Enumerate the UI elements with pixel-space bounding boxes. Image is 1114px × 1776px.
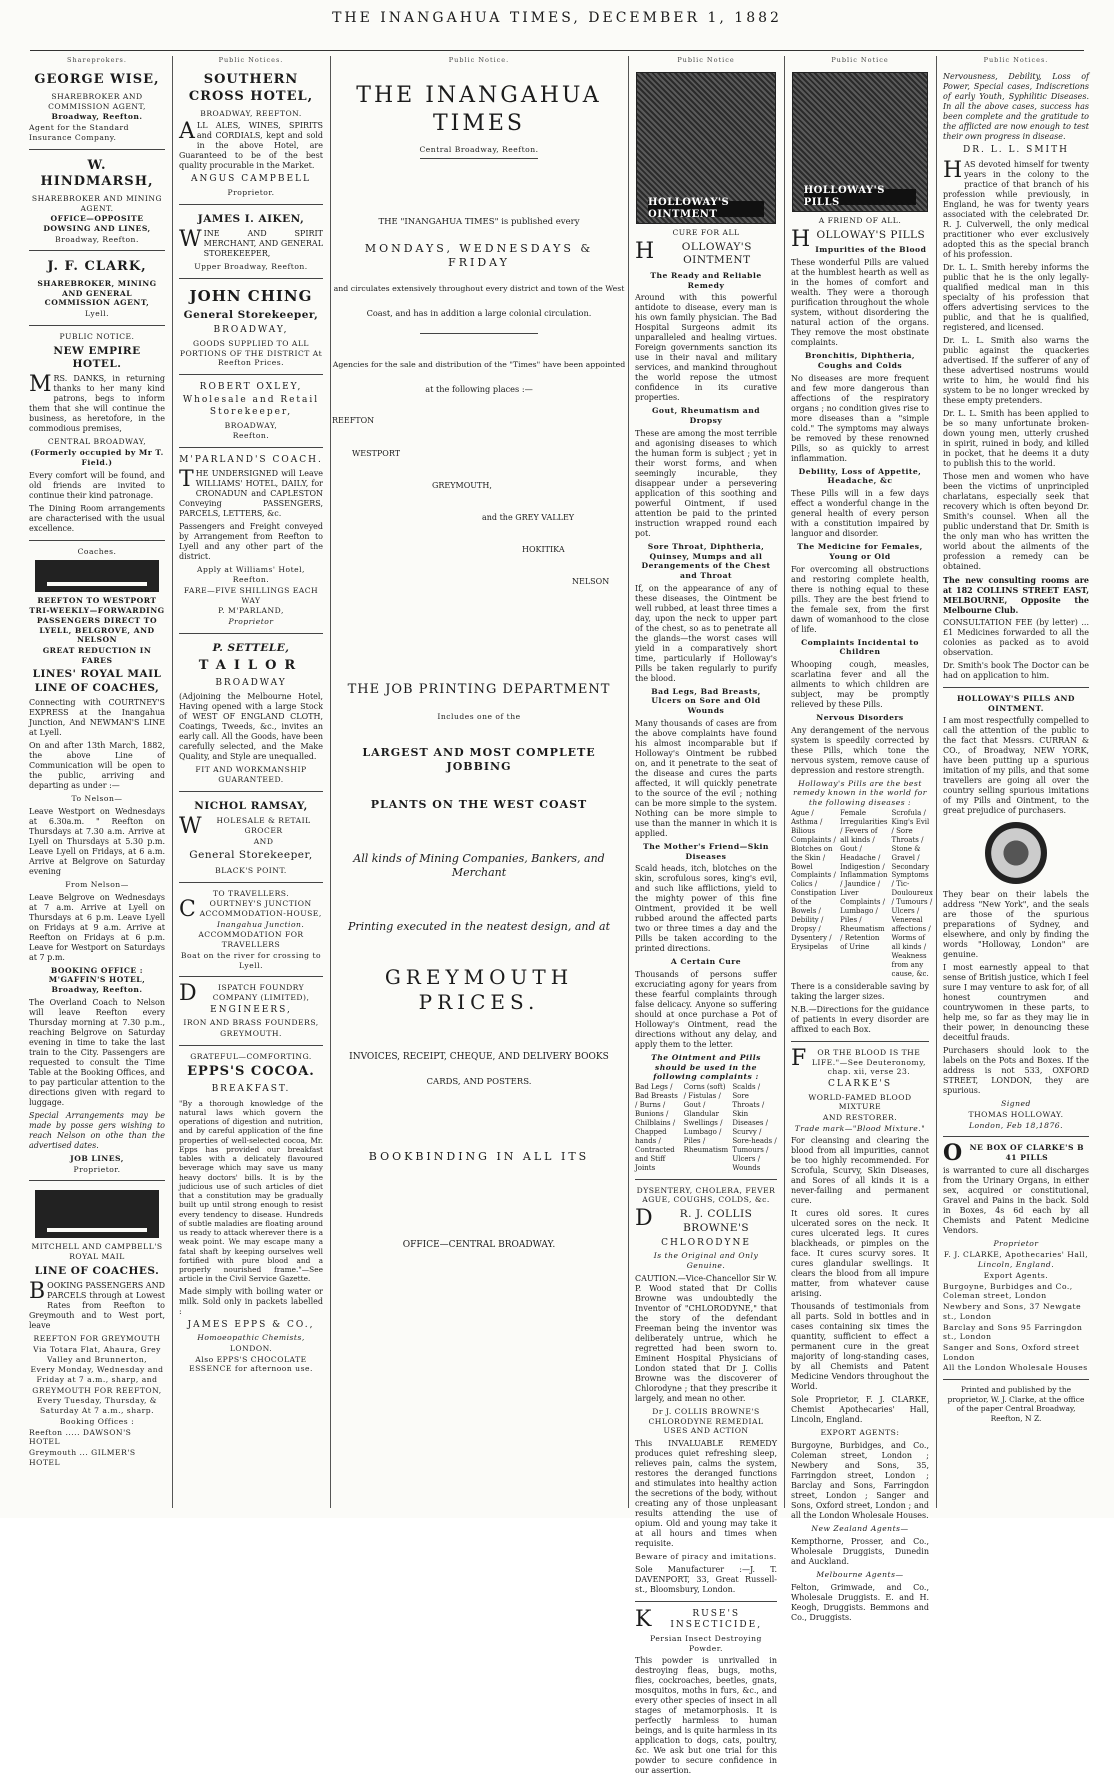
ad-text: Reefton ..... DAWSON'S HOTEL <box>29 1427 132 1447</box>
ad-title: P. SETTELE, <box>212 641 290 654</box>
job-printing-text: Includes one of the <box>437 712 521 722</box>
publication-days: MONDAYS, WEDNESDAYS & FRIDAY <box>364 242 594 270</box>
ad-address: BROADWAY <box>215 677 287 688</box>
ad-text: Special Arrangements may be made by posse gers wishing to reach Nelson on othe than the advertised dates. <box>29 1110 165 1150</box>
ad-text: BOOKING PASSENGERS AND PARCELS through at Lowest Rates from Reefton to Greymouth and to West port, leave <box>29 1279 165 1331</box>
ad-section: Sore Throat, Diphtheria, Quinsey, Mumps and all Derangements of the Chest and Throat <box>641 541 771 580</box>
ad-address: GREYMOUTH. <box>220 1028 282 1038</box>
ad-text: GREAT REDUCTION IN FARES <box>42 645 152 665</box>
ad-text: FARE—FIVE SHILLINGS EACH WAY <box>183 585 319 605</box>
ad-section: A Certain Cure <box>670 957 742 967</box>
ad-new-empire-hotel <box>29 325 165 534</box>
ad-clark <box>29 250 165 319</box>
ad-text: (Adjoining the Melbourne Hotel, Having opened with a large Stock of WEST OF ENGLAND CLOTH, Coatings, Tweeds, &c., invites an early call. All the Goods, have been carefully selected, and the Make Quality, and Style are unequalled. <box>179 692 323 762</box>
disease-list-column: Ague / Asthma / Bilious Complaints / Blotches on the Skin / Bowel Complaints / Colics / Constipation of the Bowels / Debility / Dropsy / Dysentery / Erysipelas <box>791 808 837 952</box>
ad-robert-oxley <box>179 374 323 441</box>
ad-text: REEFTON FOR GREYMOUTH <box>33 1334 161 1344</box>
ad-text: This powder is unrivalled in destroying fleas, bugs, moths, flies, cockroaches, beetles, gnats, mosquitos, moths in furs, &c., and every other species of insect in all stages of metamorphosis. It is perfectly harmless to human beings, and is quite harmless in its application to dogs, cats, poultry, &c. We ask but one trial for this powder to secure confidence in our assertion. <box>635 1656 777 1776</box>
export-agent: Sanger and Sons, Oxford street London <box>943 1343 1080 1362</box>
ad-text: Made simply with boiling water or milk. Sold only in packets labelled : <box>179 1286 323 1316</box>
ad-title: CHLORODYNE <box>661 1237 751 1248</box>
circulation-text: and circulates extensively throughout every district and town of the West <box>333 284 625 294</box>
column-heading: Public Notice. <box>448 56 510 64</box>
ad-holloways-pills <box>791 216 933 1035</box>
disease-list-column: Female Irregularities / Fevers of all kinds / Gout / Headache / Indigestion / Inflammation / Jaundice / Liver Complaints / Lumbago / Piles / Rheumatism / Retention of Urine <box>840 808 888 952</box>
ad-text: I most earnestly appeal to that sense of British justice, which I feel sure I may venture to ask for, of all honest countrymen and countrywomen in these parts, to help me, so far as they may lie in their power, in denouncing these deceitful frauds. <box>943 963 1089 1043</box>
ad-text: Around with this powerful antidote to disease, every man is his own family physician. The Bad Hospital Surgeons admit its unparalleled and healing virtues. Foreign governments sanction its use in their naval and military services, and mankind throughout the world repose the utmost confidence in its curative properties. <box>635 293 777 403</box>
ad-text: Also EPPS'S CHOCOLATE ESSENCE for afternoon use. <box>189 1354 313 1374</box>
ad-section: Complaints Incidental to Children <box>801 637 919 657</box>
ad-aiken <box>179 204 323 272</box>
ad-text: The new consulting rooms are at 182 COLLINS STREET EAST, MELBOURNE, Opposite the Melbourne Club. <box>943 574 1089 615</box>
ad-text: ALL ALES, WINES, SPIRITS and CORDIALS, kept and sold in the above Hotel, are Guaranteed to be of the best quality procurable in the Market. <box>179 119 323 171</box>
ad-text: Every Monday, Wednesday and Friday at 7 a.m., sharp, and <box>30 1365 164 1385</box>
ad-text: Any derangement of the nervous system is speedily corrected by these Pills, which tone the nervous system, remove cause of depression and restore strength. <box>791 725 929 775</box>
ad-address: BLACK'S POINT. <box>215 865 287 875</box>
ad-text: Many thousands of cases are from the above complaints have found his almost incomparable but if Holloway's Ointment be rubbed on, and it penetrate to the seat of the disease and cures the parts affected, it will quickly penetrate to the source of the evil ; nothing can be more simple to the system. Nothing can be more simple to use than the manner in which it is applied. <box>635 718 777 838</box>
ad-text: GOODS SUPPLIED TO ALL PORTIONS OF THE DISTRICT At Reefton Prices. <box>179 338 323 368</box>
ad-holloways-ointment <box>635 228 777 1172</box>
ad-text: WINE AND SPIRIT MERCHANT, AND GENERAL STOREKEEPER, <box>179 226 323 258</box>
ad-chlorodyne <box>635 1179 777 1595</box>
ad-title: J. F. CLARK, <box>47 259 147 275</box>
masthead: THE INANGAHUA TIMES, DECEMBER 1, 1882 <box>332 10 782 26</box>
ad-subtitle: Persian Insect Destroying Powder. <box>650 1633 762 1653</box>
complaint-list <box>635 1083 777 1173</box>
ad-address: BROADWAY, REEFTON. <box>200 108 302 118</box>
ad-text: These wonderful Pills are valued at the humblest hearth as well as in the homes of comfort and wealth. They were a thorough purification throughout the whole system, without disordering the natural action of the organs. They remove the most obstinate complaints. <box>791 258 929 348</box>
coach-illustration <box>35 1190 159 1238</box>
ad-text: ACCOMMODATION FOR TRAVELLERS <box>198 930 304 950</box>
ad-text: It cures old sores. It cures ulcerated sores on the neck. It cures ulcerated legs. It cures blackheads, or pimples on the face. It cures scurvy sores. It cures glandular swellings. It clears the blood from all impure matter, from whatever cause arising. <box>791 1209 929 1299</box>
ad-text: Purchasers should look to the labels on the Pots and Boxes. If the address is not 533, OXFORD STREET, LONDON, they are spurious. <box>943 1046 1089 1096</box>
ad-text: Thousands of testimonials from all parts. Sold in bottles and in cases containing six times the quantity, sufficient to effect a permanent cure in the great majority of long-standing cases, by all Chemists and Patent Medicine Vendors throughout the World. <box>791 1302 929 1392</box>
ad-text: I am most respectfully compelled to call the attention of the public to the fact that Messrs. CURRAN & CO., of Broadway, NEW YORK, have been putting up a spurious imitation of my pills, and that some travellers are going all over the country selling spurious imitations of my Pills and Ointment, to the great prejudice of purchasers. <box>943 716 1089 816</box>
divider <box>420 333 538 334</box>
export-agent: All the London Wholesale Houses <box>943 1363 1088 1373</box>
ad-address: BROADWAY, <box>224 420 278 430</box>
ad-text: Boat on the river for crossing to Lyell. <box>180 950 322 970</box>
ad-text: Dr. Smith's book The Doctor can be had on application to him. <box>943 660 1089 680</box>
ad-holloway-caution <box>943 687 1089 1131</box>
agency-place: NELSON <box>572 577 610 587</box>
ad-title: M'PARLAND'S COACH. <box>179 454 323 465</box>
agency-place: and the GREY VALLEY <box>482 513 575 523</box>
ad-subtitle: DYSENTERY, CHOLERA, FEVER AGUE, COUGHS, COLDS, &c. <box>636 1185 776 1205</box>
ad-subtitle: SHAREBROKER AND COMMISSION AGENT, <box>48 91 146 111</box>
ad-address: CENTRAL BROADWAY, <box>47 437 147 447</box>
ad-text: Burgoyne, Burbidges, and Co., Coleman street, London ; Newbery and Sons, 35, Farringdon street, London ; Barclay and Sons, Farringdon street, London ; Sanger and Sons, Oxford street, London ; and all the London Wholesale Houses. <box>791 1441 929 1521</box>
ad-section: Gout, Rheumatism and Dropsy <box>651 406 761 426</box>
ad-address: Reefton. <box>232 431 270 441</box>
complaint-list-column: Scalds / Sore Throats / Skin Diseases / Scurvy / Sore-heads / Tumours / Ulcers / Wounds <box>732 1083 777 1172</box>
export-agent: Barclay and Sons 95 Farringdon st., London <box>943 1322 1083 1342</box>
jobbing-plant-heading: LARGEST AND MOST COMPLETE JOBBING <box>362 746 596 774</box>
ad-signature: JAMES EPPS & CO., <box>187 1319 315 1330</box>
ad-john-ching <box>179 278 323 368</box>
export-agent: Burgoyne, Burbidges and Co., Coleman street, London <box>943 1281 1073 1301</box>
ad-address: Inangahua Junction. <box>216 919 305 929</box>
ad-section: The Medicine for Females, Young or Old <box>797 542 923 561</box>
illustration-banner: HOLLOWAY'S OINTMENT <box>648 201 764 217</box>
ad-title: EPPS'S COCOA. <box>187 1064 315 1080</box>
ad-text: From Nelson— <box>65 879 129 889</box>
ad-lines-coaches <box>29 540 165 1175</box>
coach-illustration <box>35 560 159 592</box>
ad-text: Sole Manufacturer :—J. T. DAVENPORT, 33, Great Russell-st., Bloomsbury, London. <box>635 1564 777 1594</box>
ad-southern-cross <box>179 72 323 197</box>
ad-section: Dr J. COLLIS BROWNE'S CHLORODYNE REMEDIAL USES AND ACTION <box>648 1406 764 1436</box>
ad-kruse-insecticide <box>635 1601 777 1776</box>
ad-title: CLARKE'S <box>827 1079 893 1090</box>
agency-place: HOKITIKA <box>522 545 565 555</box>
ad-title: SOUTHERN CROSS HOTEL, <box>188 72 314 104</box>
printing-quality: Printing executed in the neatest design, and at <box>347 920 610 934</box>
ad-title: ROBERT OXLEY, <box>199 381 303 392</box>
ad-signature: Proprietor <box>228 617 274 627</box>
holloway-seal-illustration <box>985 822 1047 884</box>
ad-subtitle: General Storekeeper, <box>189 849 313 862</box>
greymouth-prices: GREYMOUTH PRICES. <box>384 964 574 1015</box>
ad-text: Via Totara Flat, Ahaura, Grey Valley and Brunnerton, <box>33 1344 161 1364</box>
section-label: TO TRAVELLERS. <box>212 888 290 898</box>
ad-text: They bear on their labels the address "New York", and the seals are those of the spurious preparations of Sydney, and elsewhere, and only by finding the words "Holloway, London" are genuine. <box>943 890 1089 960</box>
ad-text: Booking Offices : <box>59 1416 135 1426</box>
ad-address: Broadway, Reefton. <box>55 234 139 244</box>
column-7 <box>938 56 1094 1508</box>
ad-nichol-ramsay <box>179 791 323 876</box>
ad-title: NICHOL RAMSAY, <box>194 799 308 812</box>
ad-mparland-coach <box>179 447 323 627</box>
ad-title: LINES' ROYAL MAIL LINE OF COACHES, <box>32 668 162 694</box>
ad-signature: P. M'PARLAND, <box>218 606 284 616</box>
ad-text: Whooping cough, measles, scarlatina fever and all the ailments to which children are subject, may be promptly relieved by these Pills. <box>791 659 929 709</box>
ad-title: COURTNEY'S JUNCTION ACCOMMODATION-HOUSE, <box>179 897 322 923</box>
complaint-list-column: Bad Legs / Bad Breasts / Burns / Bunions / Chilblains / Chapped hands / Contracted and Stiff Joints <box>635 1083 678 1172</box>
column-6 <box>786 56 934 1622</box>
ad-section: The Mother's Friend—Skin Diseases <box>643 841 769 861</box>
ad-text: Leave Belgrove on Wednesdays at 7 a.m. Arrive at Lyell on Thursdays at 6 p.m. Leave Lyell on Fridays at 9 a.m. Arrive at Reefton on Fridays at 6 p.m. Leave for Westport on Saturdays at 7 p.m. <box>29 892 165 962</box>
ad-text: Every comfort will be found, and old friends are invited to continue their kind patronage. <box>29 470 165 500</box>
ad-section: Nervous Disorders <box>816 712 904 722</box>
agencies-text: Agencies for the sale and distribution of the "Times" have been appointed <box>332 359 626 369</box>
ad-section: Debility, Loss of Appetite, Headache, &c <box>798 466 922 486</box>
ad-text: Thousands of persons suffer excruciating agony for years from these fearful complaints through false delicacy. Anyone so suffering should at once purchase a Pot of Holloway's Ointment, read the directions without any delay, and apply them to the letter. <box>635 969 777 1049</box>
ad-text: CAUTION.—Vice-Chancellor Sir W. P. Wood stated that Dr Collis Browne was undoubtedly the Inventor of "CHLORODYNE," that the story of the defendant Freeman being the inventor was deliberately untrue, which he regretted had been sworn to. Eminent Hospital Physicians of London stated that Dr J. Collis Browne was the discoverer of Chlorodyne ; that they prescribe it largely, and mean no other. <box>635 1273 777 1403</box>
agency-place: REEFTON <box>332 416 375 426</box>
ad-subtitle: FOR THE BLOOD IS THE LIFE."—See Deuteronomy, chap. xii, verse 23. <box>791 1045 926 1077</box>
ad-title: KRUSE'S INSECTICIDE, <box>635 1606 763 1632</box>
column-center <box>332 56 626 1508</box>
ad-text: This INVALUABLE REMEDY produces quiet refreshing sleep, relieves pain, calms the system, restores the deranged functions and stimulates into healthy action the secretions of the body, without creating any of those unpleasant results attending the use of opium. Old and young may take it at all hours and times when requisite. <box>635 1439 777 1549</box>
ad-address: BROADWAY, <box>213 325 289 336</box>
ad-subtitle: GRATEFUL—COMFORTING. <box>190 1051 312 1061</box>
ad-signature: Signed <box>1001 1099 1031 1109</box>
ad-section: EXPORT AGENTS: <box>820 1428 900 1438</box>
ad-text: HAS devoted himself for twenty years in the colony to the practice of that branch of his profession while previously, in England, he was for twenty years associated with the celebrated Dr. R. J. Culverwell, the only medical practitioner who ever exclusively adopted this as the special branch of his profession. <box>943 157 1089 259</box>
ad-title: ONE BOX OF CLARKE'S B 41 PILLS <box>943 1140 1085 1167</box>
ad-settele-tailor <box>179 633 323 785</box>
disease-list-column: Scrofula / King's Evil / Sore Throats / Stone & Gravel / Secondary Symptoms / Tic-Douloureux / Tumours / Ulcers / Venereal affections / Worms of all kinds / Weakness from any cause, &c. <box>891 808 933 978</box>
column-rule <box>330 56 331 1508</box>
column-heading: Shareprokers. <box>67 56 127 64</box>
ad-signature: JOB LINES, <box>70 1153 124 1163</box>
ad-text: Scald heads, itch, blotches on the skin, scrofulous sores, king's evil, and such like afflictions, yield to the mighty power of this fine Ointment, provided it be well rubbed around the affected parts two or three times a day and the Pills be taken according to the printed directions. <box>635 864 777 954</box>
ad-text: IRON AND BRASS FOUNDERS, <box>183 1018 319 1028</box>
ad-text: For overcoming all obstructions and restoring complete health, there is nothing equal to these pills. They are the best friend to the female sex, from the first dawn of womanhood to the close of life. <box>791 564 929 634</box>
agencies-text: at the following places :— <box>425 383 533 394</box>
ad-text: For cleansing and clearing the blood from all impurities, cannot be too highly recommended. For Scrofula, Scurvy, Skin Diseases, and Sores of all kinds it is a never-failing and permanent cure. <box>791 1136 929 1206</box>
ad-text: Leave Westport on Wednesdays at 6.30a.m. " Reefton on Thursdays at 7.30 a.m. Arrive at Lyell on Thursdays at 5.30 p.m. Leave Lyell on Fridays, at 6 a.m. Arrive at Belgrove on Saturday evening <box>29 806 165 876</box>
ad-title: DR. L. L. SMITH <box>963 145 1069 156</box>
ad-text: Dr. L. L. Smith also warns the public against the quackeries advertised. If the sufferer of any of these advertised nostrums would write to him, he would find his system to be no longer wrecked by these empty pretenders. <box>943 335 1089 405</box>
ad-text: FIT AND WORKMANSHIP GUARANTEED. <box>195 765 307 785</box>
ad-subtitle: General Storekeeper, <box>183 308 319 321</box>
column-heading: Public Notices. <box>218 56 284 64</box>
ad-title: JAMES I. AIKEN, <box>197 212 305 225</box>
column-heading: Public Notices. <box>983 56 1049 64</box>
ad-text: Apply at Williams' Hotel, Reefton. <box>197 565 305 585</box>
column-1 <box>24 56 170 1508</box>
ad-dr-smith <box>943 72 1089 681</box>
ad-subtitle: BREAKFAST. <box>211 1084 291 1095</box>
ad-text: MRS. DANKS, in returning thanks to her many kind patrons, begs to inform them that she will continue the business, as heretofore, in the commodious premises, <box>29 372 165 434</box>
ad-text: GREYMOUTH FOR REEFTON, <box>32 1385 162 1395</box>
ad-text: Homoeopathic Chemists, <box>197 1333 305 1343</box>
ad-epps-cocoa <box>179 1045 323 1374</box>
ad-dispatch-foundry <box>179 976 323 1038</box>
column-2 <box>174 56 328 1508</box>
ad-signature: Proprietor. <box>73 1164 121 1174</box>
ad-text: Beware of piracy and imitations. <box>635 1552 777 1562</box>
ad-text: To Nelson— <box>71 794 123 804</box>
bookbinding-text: BOOKBINDING IN ALL ITS <box>368 1150 590 1164</box>
ad-text: Agent for the Standard Insurance Company. <box>29 123 130 142</box>
ad-text: Every Tuesday, Thursday, & Saturday At 7 a.m., sharp. <box>36 1396 158 1416</box>
disease-list <box>791 808 933 979</box>
masthead-rule <box>30 50 1084 51</box>
ad-hindmarsh <box>29 149 165 245</box>
ad-text: "By a thorough knowledge of the natural laws which govern the operations of digestion and nutrition, and by careful application of the fine properties of well-selected cocoa, Mr. Epps has provided our breakfast tables with a delicately flavoured beverage which may save us many heavy doctors' bills. It is by the judicious use of such articles of diet that a constitution may be gradually built up until strong enough to resist every tendency to disease. Hundreds of subtle maladies are floating around us ready to attack wherever there is a weak point. We may escape many a fatal shaft by keeping ourselves well fortified with pure blood and a properly nourished frame."—See article in the Civil Service Gazette. <box>179 1098 323 1284</box>
complaint-list-column: Corns (soft) / Fistulas / Gout / Glandular Swellings / Lumbago / Piles / Rheumatism <box>683 1083 729 1154</box>
ad-title: WORLD-FAMED BLOOD MIXTURE <box>808 1092 912 1112</box>
ad-text: Felton, Grimwade, and Co., Wholesale Druggists. E. and H. Keogh, Druggists. Bemmons and Co., Druggists. <box>791 1582 929 1622</box>
ad-title: DISPATCH FOUNDRY COMPANY (LIMITED), <box>179 981 310 1007</box>
agency-place: GREYMOUTH, <box>432 480 492 490</box>
ad-signature: F. J. CLARKE, Apothecaries' Hall, <box>943 1249 1089 1259</box>
ad-address: LONDON. <box>229 1343 273 1353</box>
ad-section: The Ready and Reliable Remedy <box>650 270 762 290</box>
column-rule <box>628 56 629 1508</box>
ad-title: LINE OF COACHES. <box>34 1264 160 1277</box>
ad-title: W. HINDMARSH, <box>40 157 154 190</box>
illustration-banner: HOLLOWAY'S PILLS <box>804 189 917 205</box>
printing-clients: All kinds of Mining Companies, Bankers, and Merchant <box>353 852 605 880</box>
ad-signature: ANGUS CAMPBELL <box>191 174 311 185</box>
agency-place: WESTPORT <box>352 448 401 458</box>
ad-text: These Pills will in a few days effect a wonderful change in the general health of every person with a constitution impaired by languor and disorder. <box>791 489 929 539</box>
ad-text: (Formerly occupied by Mr T. Field.) <box>30 448 164 467</box>
ad-section: Bronchitis, Diphtheria, Coughs and Colds <box>804 351 916 370</box>
ad-title: AND RESTORER. <box>822 1113 898 1123</box>
section-label: PUBLIC NOTICE. <box>59 331 135 341</box>
job-printing-heading: THE JOB PRINTING DEPARTMENT <box>347 681 611 697</box>
ad-text: AND <box>253 836 274 846</box>
ad-text: BOOKING OFFICE : M'GAFFIN'S HOTEL, Broadway, Reefton. <box>48 965 146 995</box>
ad-text: Dr. L. L. Smith has been applied to be so many unfortunate broken-down young men, utterly crushed in spirit, ruined in body, and killed in pocket, that he deems it a duty to publish this to the world. <box>943 408 1089 468</box>
ad-signature: Proprietor <box>993 1238 1039 1248</box>
ad-text: Is the Original and Only Genuine. <box>653 1251 759 1271</box>
ad-title: HOLLOWAY'S PILLS <box>791 227 926 253</box>
column-rule <box>172 56 173 1508</box>
ad-address: Lincoln, England. <box>977 1260 1055 1270</box>
ad-text: is warranted to cure all discharges from the Urinary Organs, in either sex, acquired or constitutional, Gravel and Pains in the back. Sold in Boxes, 4s 6d each by all Chemists and Patent Medicine Vendors. <box>943 1165 1089 1235</box>
ad-address: Lyell. <box>85 309 109 319</box>
ad-signature: THOMAS HOLLOWAY. <box>968 1109 1064 1119</box>
inangahua-times-title: THE INANGAHUA TIMES <box>356 83 602 137</box>
ad-text: Nervousness, Debility, Loss of Power, Special cases, Indiscretions of early Youth, Syphilitic Diseases. In all the above cases, success has been complete and the gratitude to the afflicted are now enough to test their own progress in disease. <box>943 72 1089 142</box>
ad-subtitle: ENGINEERS, <box>210 1004 292 1015</box>
circulation-text: Coast, and has in addition a large colonial circulation. <box>366 308 592 319</box>
ad-text: Passengers and Freight conveyed by Arrangement from Reefton to Lyell and any other part of the district. <box>179 522 323 562</box>
ad-text: Connecting with COURTNEY'S EXPRESS at the Inangahua Junction, And NEWMAN'S LINE at Lyell. <box>29 698 165 738</box>
ad-text: Greymouth ... GILMER'S HOTEL <box>29 1448 136 1467</box>
ad-clarkes-blood-mixture <box>791 1041 929 1623</box>
column-heading: Public Notice <box>831 56 889 64</box>
ad-clarkes-pills <box>943 1136 1089 1373</box>
ad-text: These are among the most terrible and agonising diseases to which the human form is subject ; yet in their worst forms, and when seemingly incurable, they disappear under a persevering application of this soothing and powerful Ointment, if used attention be paid to the printed instruction wrapped round each pot. <box>635 428 777 538</box>
ad-mitchell-campbell <box>29 1180 165 1467</box>
ad-text: The Overland Coach to Nelson will leave Reefton every Thursday morning at 7.30 p.m., reaching Belgrove on Saturday evening in time to take the last train to the City. Passengers are requested to consult the Time Table at the Booking Offices, and to pay particular attention to the directions given with regard to luggage. <box>29 997 165 1107</box>
ad-text: There is a considerable saving by taking the larger sizes. <box>791 981 929 1001</box>
ad-text: Those men and women who have been the victims of unprincipled charlatans, especially seek that recovery which is often beyond Dr. Smith's counsel. When all the public understand that Dr. Smith is the only man who has written the world about the ailments of the profession a remedy can be obtained. <box>943 471 1089 571</box>
ad-text: Trade mark—"Blood Mixture." <box>794 1123 926 1133</box>
ad-text: No diseases are more frequent and few more dangerous than affections of the respiratory organs ; no condition gives rise to more diseases than a "simple cold." The symptoms may always be removed by these renowned Pills, so as quickly to arrest inflammation. <box>791 373 929 463</box>
imprint <box>943 1379 1089 1423</box>
ad-text: CONSULTATION FEE (by letter) ... £1 Medicines forwarded to all the colonies as packed as to avoid observation. <box>943 617 1089 657</box>
ad-text: OFFICE—OPPOSITE DOWSING AND LINES, <box>43 214 151 233</box>
ad-text: On and after 13th March, 1882, the above Line of Communication will be open to the public, arriving and departing as under :— <box>29 741 165 791</box>
ad-subtitle: TAILOR <box>198 658 304 674</box>
printing-products: CARDS, AND POSTERS. <box>426 1077 532 1088</box>
ad-date: London, Feb 18,1876. <box>968 1120 1064 1130</box>
ad-text: The Dining Room arrangements are characterised with the usual excellence. <box>29 503 165 533</box>
column-5 <box>630 56 782 1776</box>
export-agent: Newbery and Sons, 37 Newgate st., London <box>943 1302 1082 1321</box>
ad-text: Sole Proprietor, F. J. CLARKE, Chemist Apothecaries' Hall, Lincoln, England. <box>791 1395 929 1425</box>
holloways-pills-illustration <box>792 72 928 212</box>
ad-text: N.B.—Directions for the guidance of patients in every disorder are affixed to each Box. <box>791 1004 929 1034</box>
ad-text: Kempthorne, Prosser, and Co., Wholesale Druggists, Dunedin and Auckland. <box>791 1536 929 1566</box>
ad-signature: Proprietor. <box>227 187 275 197</box>
publication-notice: THE "INANGAHUA TIMES" is published every <box>378 217 580 228</box>
ad-text: Dr. L. L. Smith hereby informs the public that he is the only legally-qualified medical man in this specialty of his profession that offers advertising services to the public, and that he is qualified, registered, and licensed. <box>943 262 1089 332</box>
ad-text: THE UNDERSIGNED will Leave WILLIAMS' HOTEL, DAILY, for CRONADUN and CAPLESTON Conveying PASSENGERS, PARCELS, LETTERS, &c. <box>179 467 323 519</box>
ad-section: Bad Legs, Bad Breasts, Ulcers on Sore and Old Wounds <box>651 686 761 716</box>
ad-subtitle: A FRIEND OF ALL. <box>818 216 902 226</box>
ad-subtitle: SHAREBROKER, MINING AND GENERAL COMMISSION AGENT, <box>37 279 157 308</box>
ad-subtitle: CURE FOR ALL <box>672 228 740 238</box>
column-rule <box>936 56 937 1508</box>
office-address: Central Broadway, Reefton. <box>419 144 539 154</box>
ad-subtitle: SHAREBROKER AND MINING AGENT. <box>31 193 163 213</box>
ad-section: Holloway's Pills are the best remedy known in the world for the following diseases : <box>793 778 927 808</box>
column-rule <box>784 56 785 1508</box>
ad-courtney-junction <box>179 882 323 971</box>
ad-section: The Ointment and Pills should be used in the following complaints : <box>651 1052 761 1082</box>
ad-subtitle: REEFTON TO WESTPORT TRI-WEEKLY—FORWARDING PASSENGERS DIRECT TO LYELL, BELGROVE, AND NELSON <box>29 596 165 645</box>
ad-title: DR. J. COLLIS BROWNE'S <box>635 1206 753 1234</box>
ad-subtitle: MITCHELL AND CAMPBELL'S ROYAL MAIL <box>31 1242 163 1261</box>
ad-george-wise <box>29 72 165 142</box>
column-heading: Public Notice <box>677 56 735 64</box>
ad-address: Upper Broadway, Reefton. <box>194 261 308 271</box>
ad-address: Broadway, Reefton. <box>51 112 143 122</box>
printing-products: INVOICES, RECEIPT, CHEQUE, AND DELIVERY BOOKS <box>349 1051 609 1062</box>
printer-imprint: Printed and published by the proprietor, W. J. Clarke, at the office of the paper Central Broadway, Reefton, N Z. <box>947 1385 1085 1423</box>
ad-title: HOLLOWAY'S PILLS AND OINTMENT. <box>957 693 1075 713</box>
jobbing-plant-heading: PLANTS ON THE WEST COAST <box>370 798 588 812</box>
holloways-ointment-illustration <box>636 72 776 224</box>
ad-section: New Zealand Agents— <box>811 1524 909 1534</box>
ad-text: If, on the appearance of any of these diseases, the Ointment be well rubbed, at least three times a day, upon the neck to upper part of the chest, so as to penetrate all the glands—the worst cases will yield in a comparatively short time, particularly if Holloway's Pills be taken regularly to purify the blood. <box>635 583 777 683</box>
ad-title: NEW EMPIRE HOTEL. <box>53 344 141 371</box>
ad-text: WHOLESALE & RETAIL GROCER <box>179 814 311 840</box>
ad-section: Impurities of the Blood <box>815 245 927 255</box>
section-label: Coaches. <box>77 546 117 556</box>
ad-section: Melbourne Agents— <box>816 1569 904 1579</box>
ad-title: JOHN CHING <box>189 286 313 305</box>
ad-subtitle: Wholesale and Retail Storekeeper, <box>182 395 320 417</box>
ad-section: Export Agents. <box>983 1271 1049 1281</box>
office-location: OFFICE—CENTRAL BROADWAY. <box>402 1240 556 1251</box>
divider <box>420 158 538 159</box>
ad-title: HOLLOWAY'S OINTMENT <box>635 239 752 267</box>
ad-title: GEORGE WISE, <box>34 72 160 88</box>
